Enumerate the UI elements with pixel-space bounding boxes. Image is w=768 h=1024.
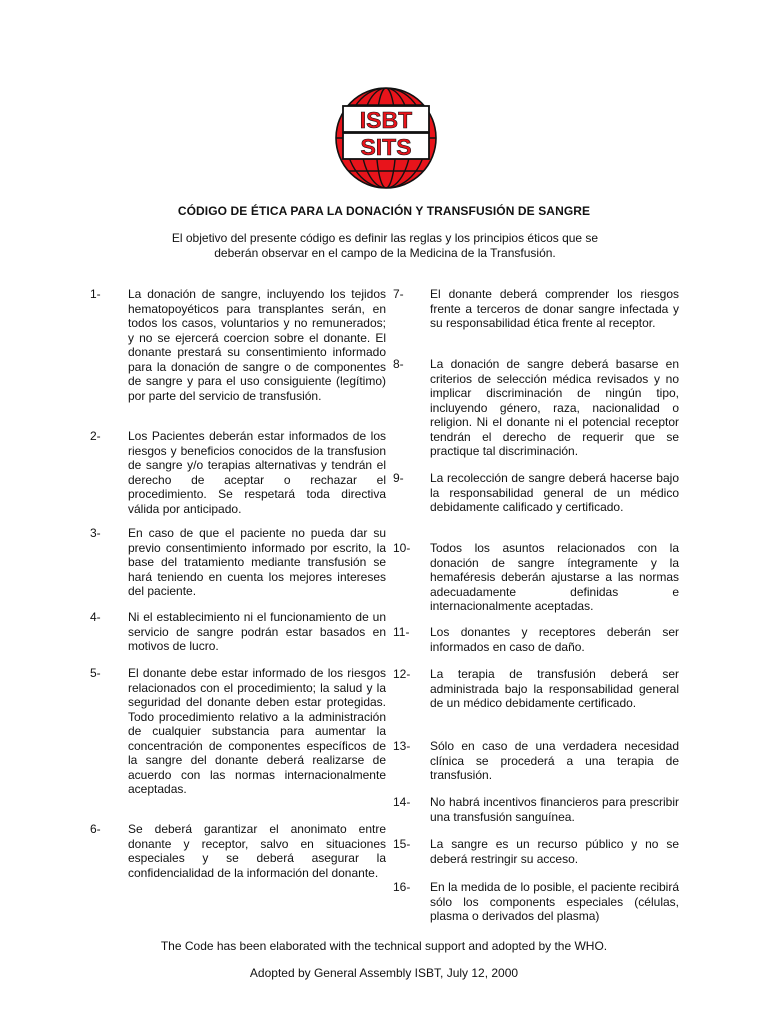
article-text: En la medida de lo posible, el paciente recibirá sólo los components especiales (células, plasma o derivados del plasma) (430, 880, 679, 923)
article-16 (393, 880, 679, 924)
article-2 (90, 429, 386, 516)
article-number: 4- (90, 610, 101, 624)
article-text: No habrá incentivos financieros para prescribir una transfusión sanguínea. (430, 795, 679, 824)
article-text: La terapia de transfusión deberá ser administrada bajo la responsabilidad general de un médico debidamente certificado. (430, 667, 679, 710)
isbt-sits-logo (333, 85, 439, 191)
article-text: Sólo en caso de una verdadera necesidad clínica se procederá a una terapia de transfusión. (430, 739, 679, 782)
article-number: 15- (393, 837, 411, 851)
intro-paragraph: El objetivo del presente código es definir las reglas y los principios éticos que se deberán observar en el campo de la Medicina de la Transfusión. (171, 231, 599, 260)
article-12 (393, 667, 679, 711)
article-13 (393, 739, 679, 783)
article-text: La sangre es un recurso público y no se deberá restringir su acceso. (430, 837, 679, 866)
footer-adoption-note: Adopted by General Assembly ISBT, July 12, 2000 (249, 966, 519, 980)
logo-bottom-text: SITS (360, 134, 412, 160)
article-text: Los donantes y receptores deberán ser informados en caso de daño. (430, 625, 679, 654)
article-10 (393, 541, 679, 614)
document-title: CÓDIGO DE ÉTICA PARA LA DONACIÓN Y TRANSFUSIÓN DE SANGRE (177, 204, 591, 218)
article-number: 11- (393, 625, 410, 639)
article-number: 8- (393, 357, 404, 371)
article-3 (90, 526, 386, 599)
article-text: El donante deberá comprender los riesgos frente a terceros de donar sangre infectada y su responsabilidad ética frente al receptor. (430, 287, 679, 330)
article-number: 2- (90, 429, 101, 443)
article-8 (393, 357, 679, 459)
article-text: La donación de sangre, incluyendo los tejidos hematopoyéticos para transplantes serán, en todos los casos, voluntarios y no remunerados; y no se ejercerá coercion sobre el donante. El donante prestará su consentimiento informado para la donación de sangre o de componentes de sangre y para el uso consiguiente (legítimo) por parte del servicio de transfusión. (128, 287, 386, 403)
article-text: Todos los asuntos relacionados con la donación de sangre íntegramente y la hemaféresis deberán ajustarse a las normas adecuadamente definidas e internacionalmente aceptadas. (430, 541, 679, 613)
article-text: La recolección de sangre deberá hacerse bajo la responsabilidad general de un médico debidamente calificado y certificado. (430, 471, 679, 514)
article-5 (90, 666, 386, 797)
article-text: En caso de que el paciente no pueda dar su previo consentimiento informado por escrito, la base del tratamiento mediante transfusión se hará teniendo en cuenta los mejores intereses del paciente. (128, 526, 386, 598)
article-number: 7- (393, 287, 404, 301)
article-15 (393, 837, 679, 866)
article-number: 14- (393, 795, 411, 809)
article-number: 5- (90, 666, 101, 680)
article-number: 16- (393, 880, 411, 894)
logo-top-text: ISBT (359, 107, 413, 133)
article-text: La donación de sangre deberá basarse en criterios de selección médica revisados y no implicar discriminación de ningún tipo, incluyendo género, raza, nacionalidad o religion. Ni el donante ni el potencial receptor tendrán el derecho de requerir que se practique tal discriminación. (430, 357, 679, 458)
article-11 (393, 625, 679, 654)
article-number: 12- (393, 667, 411, 681)
article-text: Se deberá garantizar el anonimato entre donante y receptor, salvo en situaciones especiales y se deberá asegurar la confidencialidad de la información del donante. (128, 822, 386, 880)
footer-support-note: The Code has been elaborated with the technical support and adopted by the WHO. (160, 939, 608, 953)
article-number: 13- (393, 739, 411, 753)
article-number: 10- (393, 541, 411, 555)
article-7 (393, 287, 679, 331)
article-number: 9- (393, 471, 404, 485)
article-1 (90, 287, 386, 403)
article-text: Los Pacientes deberán estar informados de los riesgos y beneficios conocidos de la transfusion de sangre y/o terapias alternativas y tendrán el derecho de aceptar o rechazar el procedimiento. Se respetará toda directiva válida por anticipado. (128, 429, 386, 516)
article-number: 1- (90, 287, 101, 301)
article-14 (393, 795, 679, 824)
article-6 (90, 822, 386, 880)
article-text: El donante debe estar informado de los riesgos relacionados con el procedimiento; la salud y la seguridad del donante deben estar protegidas. Todo procedimiento relativo a la administración de cualquier substancia para aumentar la concentración de componentes específicos de la sangre del donante deberá realizarse de acuerdo con las normas internacionalmente aceptadas. (128, 666, 386, 796)
article-text: Ni el establecimiento ni el funcionamiento de un servicio de sangre podrán estar basados en motivos de lucro. (128, 610, 386, 653)
article-number: 3- (90, 526, 101, 540)
article-4 (90, 610, 386, 654)
article-number: 6- (90, 822, 101, 836)
article-9 (393, 471, 679, 515)
